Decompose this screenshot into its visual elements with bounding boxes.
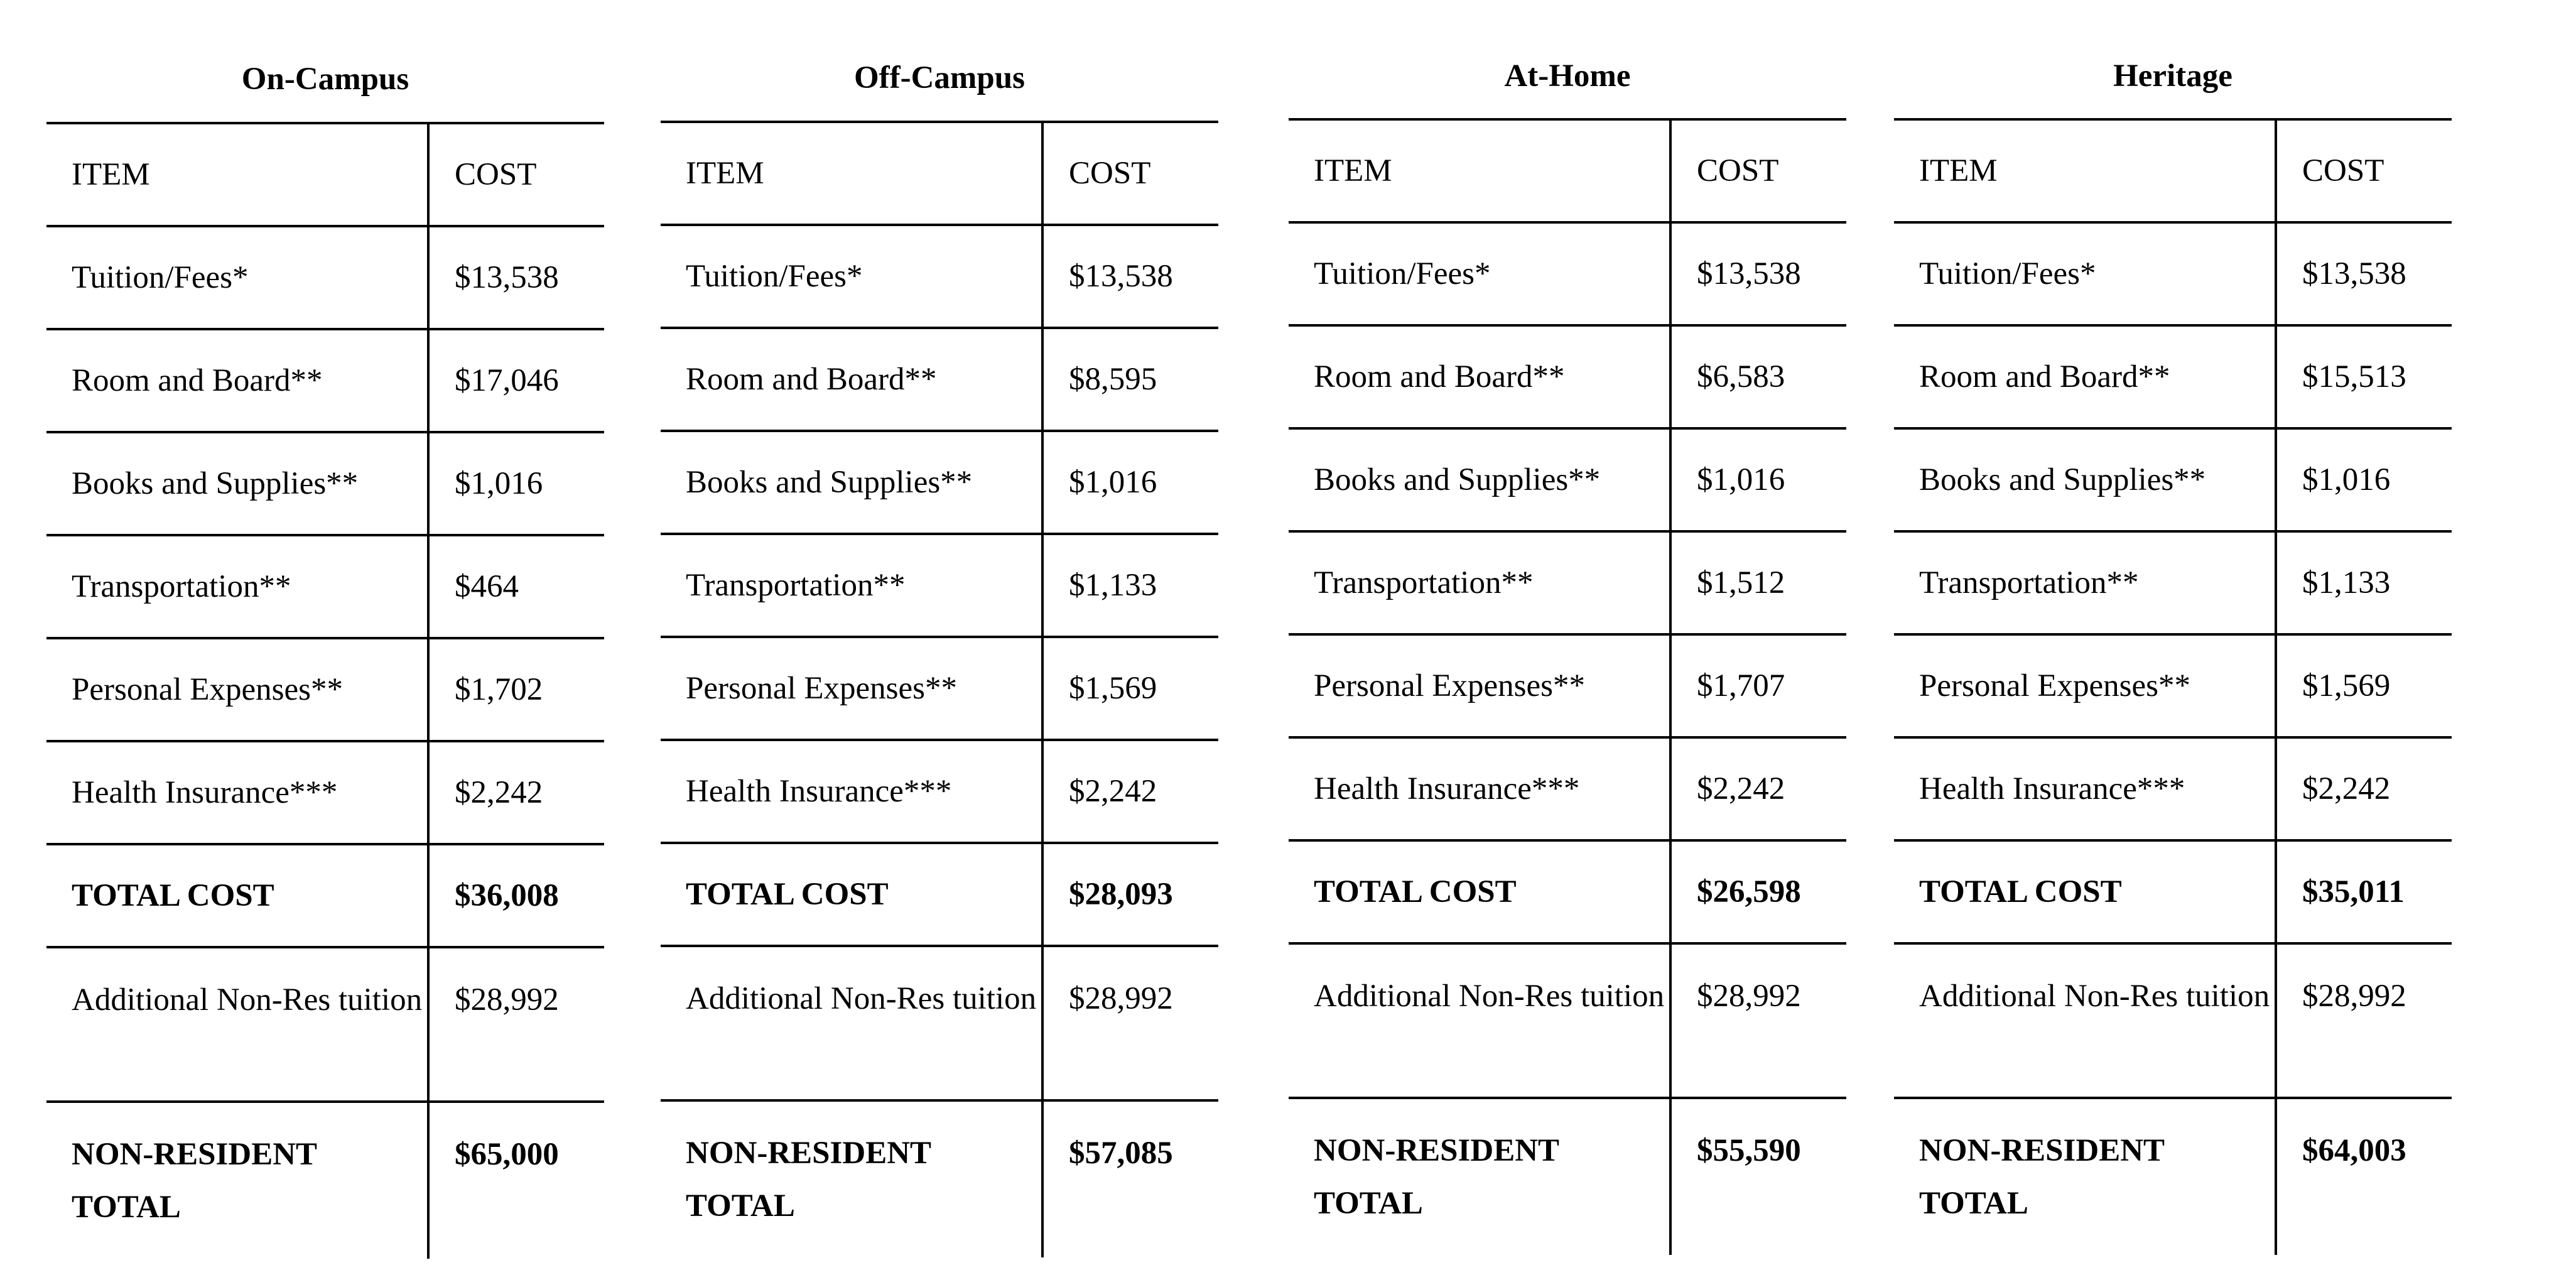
item-cell: TOTAL COST xyxy=(1894,840,2276,943)
table-row xyxy=(661,740,1218,843)
cost-cell: $65,000 xyxy=(428,1102,604,1259)
table-row xyxy=(661,328,1218,431)
cost-cell: $2,242 xyxy=(1042,740,1218,843)
item-cell: Additional Non-Res tuition xyxy=(1289,943,1670,1098)
table-header-row xyxy=(46,123,604,226)
non-resident-total-row xyxy=(661,1100,1218,1257)
cost-cell: $2,242 xyxy=(428,741,604,844)
table-row xyxy=(46,638,604,741)
cost-cell: $28,093 xyxy=(1042,843,1218,946)
cost-cell: $15,513 xyxy=(2276,325,2452,428)
item-cell: Health Insurance*** xyxy=(46,741,428,844)
item-cell: Books and Supplies** xyxy=(661,431,1042,534)
item-cell: Additional Non-Res tuition xyxy=(46,947,428,1102)
table-row xyxy=(1894,943,2452,1098)
cost-cell: $1,016 xyxy=(1042,431,1218,534)
item-header: ITEM xyxy=(1289,119,1670,222)
item-cell: Personal Expenses** xyxy=(661,637,1042,740)
cost-cell: $28,992 xyxy=(1670,943,1846,1098)
total-row xyxy=(1289,840,1846,943)
panel-title: Heritage xyxy=(2113,58,2232,94)
table-row xyxy=(46,226,604,329)
item-header: ITEM xyxy=(1894,119,2276,222)
table-row xyxy=(1289,737,1846,840)
item-cell: Health Insurance*** xyxy=(1289,737,1670,840)
item-cell: Personal Expenses** xyxy=(1289,634,1670,737)
cost-cell: $36,008 xyxy=(428,844,604,947)
item-cell: Books and Supplies** xyxy=(1894,428,2276,531)
item-cell: Additional Non-Res tuition xyxy=(1894,943,2276,1098)
table-row xyxy=(661,534,1218,637)
item-cell: Room and Board** xyxy=(46,329,428,432)
table-row xyxy=(46,535,604,638)
item-header: ITEM xyxy=(661,122,1042,225)
non-resident-total-row xyxy=(1894,1098,2452,1255)
table-row xyxy=(661,637,1218,740)
item-cell: Personal Expenses** xyxy=(46,638,428,741)
cost-cell: $1,016 xyxy=(428,432,604,535)
table-row xyxy=(1289,634,1846,737)
table-row xyxy=(46,329,604,432)
item-cell: Tuition/Fees* xyxy=(661,225,1042,328)
table-header-row xyxy=(1894,119,2452,222)
item-cell: Tuition/Fees* xyxy=(46,226,428,329)
table-row xyxy=(1289,943,1846,1098)
cost-table xyxy=(1289,118,1846,1255)
cost-cell: $6,583 xyxy=(1670,325,1846,428)
cost-cell: $8,595 xyxy=(1042,328,1218,431)
cost-cell: $13,538 xyxy=(1670,222,1846,325)
cost-cell: $1,707 xyxy=(1670,634,1846,737)
cost-table xyxy=(46,122,604,1259)
cost-header: COST xyxy=(2276,119,2452,222)
cost-cell: $464 xyxy=(428,535,604,638)
table-row xyxy=(1894,737,2452,840)
item-cell: Additional Non-Res tuition xyxy=(661,946,1042,1100)
table-row xyxy=(1289,325,1846,428)
item-cell: TOTAL COST xyxy=(1289,840,1670,943)
non-resident-total-row xyxy=(1289,1098,1846,1255)
cost-table xyxy=(1894,118,2452,1255)
total-row xyxy=(661,843,1218,946)
cost-header: COST xyxy=(428,123,604,226)
table-row xyxy=(1894,634,2452,737)
cost-cell: $28,992 xyxy=(2276,943,2452,1098)
table-row xyxy=(46,741,604,844)
item-cell: NON-RESIDENT TOTAL xyxy=(1894,1098,2276,1255)
item-cell: Room and Board** xyxy=(1289,325,1670,428)
item-cell: Books and Supplies** xyxy=(1289,428,1670,531)
table-row xyxy=(1289,222,1846,325)
item-cell: Health Insurance*** xyxy=(1894,737,2276,840)
total-row xyxy=(46,844,604,947)
item-cell: NON-RESIDENT TOTAL xyxy=(46,1102,428,1259)
item-cell: Health Insurance*** xyxy=(661,740,1042,843)
item-cell: Personal Expenses** xyxy=(1894,634,2276,737)
item-cell: Room and Board** xyxy=(661,328,1042,431)
item-cell: Transportation** xyxy=(46,535,428,638)
table-header-row xyxy=(1289,119,1846,222)
cost-table xyxy=(661,121,1218,1257)
cost-cell: $1,016 xyxy=(1670,428,1846,531)
table-row xyxy=(661,431,1218,534)
item-cell: Tuition/Fees* xyxy=(1289,222,1670,325)
item-cell: NON-RESIDENT TOTAL xyxy=(1289,1098,1670,1255)
item-cell: Tuition/Fees* xyxy=(1894,222,2276,325)
item-cell: TOTAL COST xyxy=(661,843,1042,946)
cost-cell: $2,242 xyxy=(1670,737,1846,840)
table-row xyxy=(661,225,1218,328)
cost-cell: $28,992 xyxy=(1042,946,1218,1100)
cost-header: COST xyxy=(1042,122,1218,225)
cost-cell: $26,598 xyxy=(1670,840,1846,943)
cost-cell: $17,046 xyxy=(428,329,604,432)
cost-cell: $1,569 xyxy=(1042,637,1218,740)
cost-cell: $13,538 xyxy=(428,226,604,329)
table-header-row xyxy=(661,122,1218,225)
table-row xyxy=(1894,222,2452,325)
cost-cell: $55,590 xyxy=(1670,1098,1846,1255)
item-cell: TOTAL COST xyxy=(46,844,428,947)
cost-cell: $1,569 xyxy=(2276,634,2452,737)
cost-header: COST xyxy=(1670,119,1846,222)
item-cell: Transportation** xyxy=(1894,531,2276,634)
cost-cell: $35,011 xyxy=(2276,840,2452,943)
total-row xyxy=(1894,840,2452,943)
cost-cell: $1,702 xyxy=(428,638,604,741)
cost-cell: $13,538 xyxy=(1042,225,1218,328)
item-cell: Transportation** xyxy=(661,534,1042,637)
table-row xyxy=(1289,531,1846,634)
item-header: ITEM xyxy=(46,123,428,226)
item-cell: Transportation** xyxy=(1289,531,1670,634)
cost-cell: $1,512 xyxy=(1670,531,1846,634)
table-row xyxy=(1289,428,1846,531)
cost-cell: $2,242 xyxy=(2276,737,2452,840)
table-row xyxy=(1894,325,2452,428)
table-row xyxy=(1894,428,2452,531)
cost-cell: $28,992 xyxy=(428,947,604,1102)
table-row xyxy=(661,946,1218,1100)
panel-title: At-Home xyxy=(1504,58,1631,94)
panel-title: On-Campus xyxy=(241,62,409,97)
item-cell: Room and Board** xyxy=(1894,325,2276,428)
cost-cell: $57,085 xyxy=(1042,1100,1218,1257)
non-resident-total-row xyxy=(46,1102,604,1259)
cost-cell: $1,133 xyxy=(1042,534,1218,637)
table-row xyxy=(46,432,604,535)
cost-cell: $13,538 xyxy=(2276,222,2452,325)
cost-cell: $1,133 xyxy=(2276,531,2452,634)
panel-title: Off-Campus xyxy=(853,60,1025,95)
item-cell: Books and Supplies** xyxy=(46,432,428,535)
item-cell: NON-RESIDENT TOTAL xyxy=(661,1100,1042,1257)
table-row xyxy=(46,947,604,1102)
cost-cell: $64,003 xyxy=(2276,1098,2452,1255)
cost-cell: $1,016 xyxy=(2276,428,2452,531)
table-row xyxy=(1894,531,2452,634)
